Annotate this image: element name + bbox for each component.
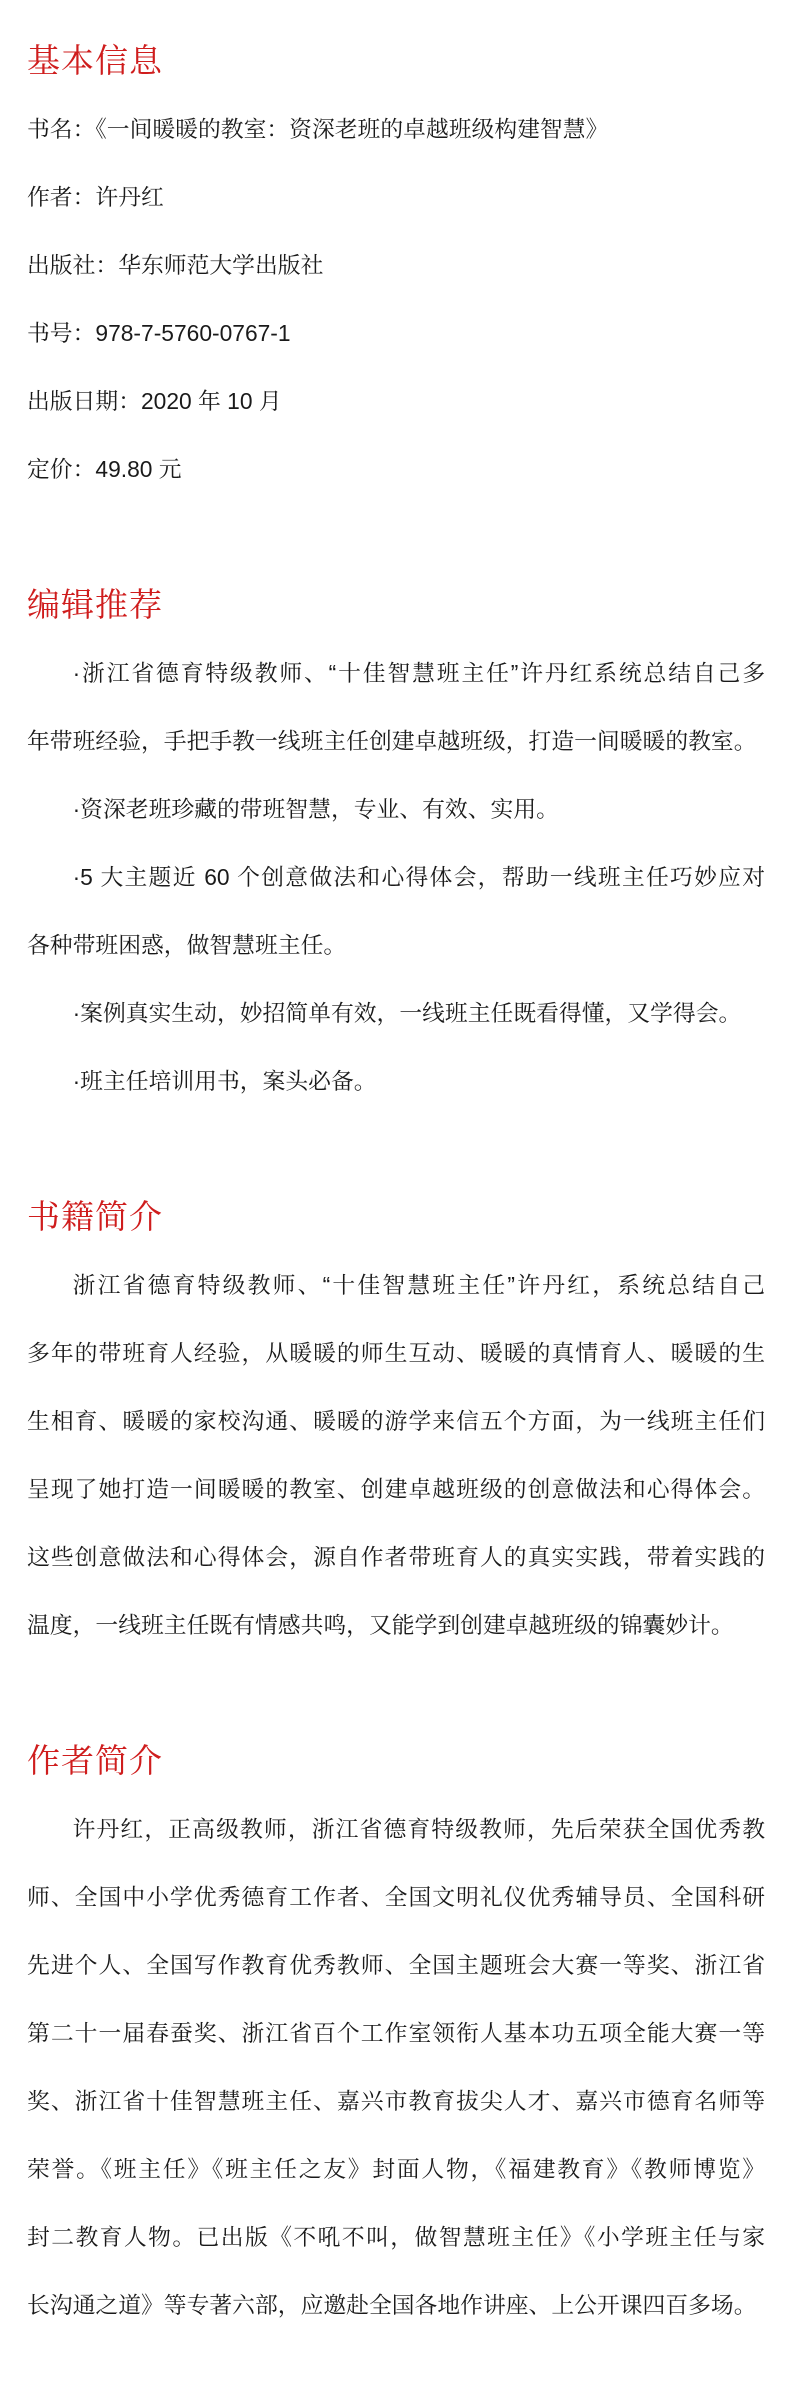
info-value: 978-7-5760-0767-1 bbox=[95, 320, 291, 346]
author-intro-heading: 作者简介 bbox=[27, 1742, 163, 1779]
info-label: 出版日期： bbox=[27, 388, 141, 414]
info-row-publish-date bbox=[27, 367, 765, 435]
author-intro-line: 许丹红，正高级教师，浙江省德育特级教师，先后荣获全国优秀教 bbox=[72, 1816, 765, 1842]
recommendation-line: ·5 大主题近 60 个创意做法和心得体会，帮助一线班主任巧妙应对 bbox=[72, 864, 765, 890]
author-intro-line: 荣誉。《班主任》《班主任之友》封面人物，《福建教育》《教师博览》 bbox=[27, 2156, 765, 2182]
info-label: 作者： bbox=[27, 184, 96, 210]
book-intro-heading: 书籍简介 bbox=[27, 1198, 163, 1235]
recommendation-line: ·班主任培训用书，案头必备。 bbox=[72, 1068, 377, 1094]
recommendation-line: ·浙江省德育特级教师、“十佳智慧班主任”许丹红系统总结自己多 bbox=[72, 660, 765, 686]
author-intro-section bbox=[27, 1727, 765, 2339]
info-value: 49.80 元 bbox=[95, 456, 182, 482]
info-row-price bbox=[27, 435, 765, 503]
author-intro-line: 封二教育人物。已出版《不吼不叫，做智慧班主任》《小学班主任与家 bbox=[27, 2224, 765, 2250]
info-row-book-title bbox=[27, 95, 765, 163]
recommendation-line: ·资深老班珍藏的带班智慧，专业、有效、实用。 bbox=[72, 796, 559, 822]
recommendation-line: ·案例真实生动，妙招简单有效，一线班主任既看得懂，又学得会。 bbox=[72, 1000, 742, 1026]
book-intro-line: 生相育、暖暖的家校沟通、暖暖的游学来信五个方面，为一线班主任们 bbox=[27, 1408, 765, 1434]
author-intro-line: 先进个人、全国写作教育优秀教师、全国主题班会大赛一等奖、浙江省 bbox=[27, 1952, 765, 1978]
book-intro-line: 这些创意做法和心得体会，源自作者带班育人的真实实践，带着实践的 bbox=[27, 1544, 765, 1570]
info-label: 书号： bbox=[27, 320, 96, 346]
info-row-isbn bbox=[27, 299, 765, 367]
info-label: 书名： bbox=[27, 116, 96, 142]
basic-info-section bbox=[27, 27, 765, 503]
info-value: 许丹红 bbox=[95, 184, 164, 210]
info-row-author bbox=[27, 163, 765, 231]
editor-recommendation-heading: 编辑推荐 bbox=[27, 586, 163, 623]
basic-info-heading: 基本信息 bbox=[27, 42, 163, 79]
recommendation-line: 各种带班困惑，做智慧班主任。 bbox=[27, 932, 347, 958]
book-intro-line: 呈现了她打造一间暖暖的教室、创建卓越班级的创意做法和心得体会。 bbox=[27, 1476, 765, 1502]
author-intro-line: 师、全国中小学优秀德育工作者、全国文明礼仪优秀辅导员、全国科研 bbox=[27, 1884, 765, 1910]
author-intro-line: 奖、浙江省十佳智慧班主任、嘉兴市教育拔尖人才、嘉兴市德育名师等 bbox=[27, 2088, 765, 2114]
info-value: 《一间暖暖的教室：资深老班的卓越班级构建智慧》 bbox=[95, 116, 609, 142]
info-value: 华东师范大学出版社 bbox=[118, 252, 324, 278]
book-intro-line: 浙江省德育特级教师、“十佳智慧班主任”许丹红，系统总结自己 bbox=[72, 1272, 765, 1298]
author-intro-line: 长沟通之道》等专著六部，应邀赴全国各地作讲座、上公开课四百多场。 bbox=[27, 2292, 757, 2318]
info-row-publisher bbox=[27, 231, 765, 299]
book-intro-section bbox=[27, 1183, 765, 1659]
info-label: 出版社： bbox=[27, 252, 119, 278]
author-intro-line: 第二十一届春蚕奖、浙江省百个工作室领衔人基本功五项全能大赛一等 bbox=[27, 2020, 765, 2046]
recommendation-line: 年带班经验，手把手教一线班主任创建卓越班级，打造一间暖暖的教室。 bbox=[27, 728, 757, 754]
info-value: 2020 年 10 月 bbox=[140, 388, 282, 414]
book-intro-line: 多年的带班育人经验，从暖暖的师生互动、暖暖的真情育人、暖暖的生 bbox=[27, 1340, 765, 1366]
book-intro-line: 温度，一线班主任既有情感共鸣，又能学到创建卓越班级的锦囊妙计。 bbox=[27, 1612, 734, 1638]
editor-recommendation-section bbox=[27, 571, 765, 1115]
info-label: 定价： bbox=[27, 456, 96, 482]
